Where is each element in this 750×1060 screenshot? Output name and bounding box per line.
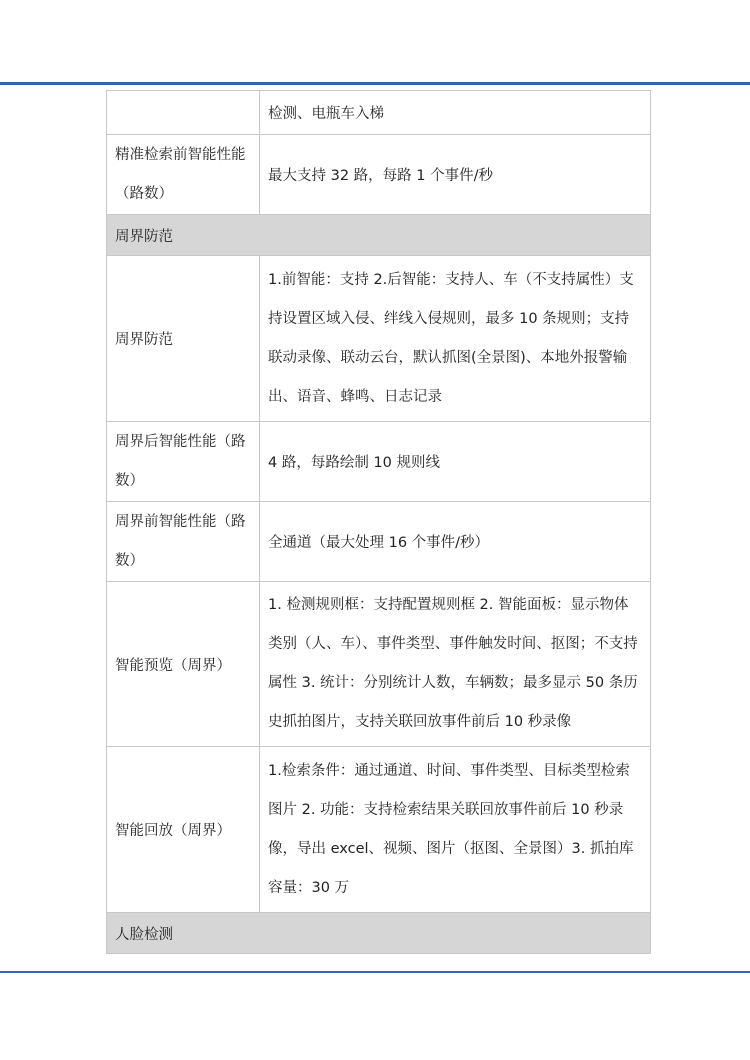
footer-rule <box>0 971 750 973</box>
table-row <box>107 422 651 502</box>
section-title-perimeter: 周界防范 <box>107 215 651 256</box>
row-label: 智能回放（周界） <box>107 747 260 913</box>
row-label: 周界后智能性能（路数） <box>107 422 260 502</box>
table-row <box>107 135 651 215</box>
row-value: 检测、电瓶车入梯 <box>260 91 651 135</box>
row-value: 1.检索条件：通过通道、时间、事件类型、目标类型检索图片 2. 功能：支持检索结果关联回放事件前后 10 秒录像，导出 excel、视频、图片（抠图、全景图）3. 抓拍库容量：30 万 <box>260 747 651 913</box>
row-label: 周界防范 <box>107 256 260 422</box>
row-label: 周界前智能性能（路数） <box>107 502 260 582</box>
table-row <box>107 256 651 422</box>
row-value: 4 路，每路绘制 10 规则线 <box>260 422 651 502</box>
row-label: 精准检索前智能性能（路数） <box>107 135 260 215</box>
table-row <box>107 502 651 582</box>
table-row <box>107 747 651 913</box>
row-value: 全通道（最大处理 16 个事件/秒） <box>260 502 651 582</box>
row-value: 最大支持 32 路，每路 1 个事件/秒 <box>260 135 651 215</box>
row-value: 1. 检测规则框：支持配置规则框 2. 智能面板：显示物体类别（人、车）、事件类型、事件触发时间、抠图；不支持属性 3. 统计：分别统计人数，车辆数；最多显示 50 条历史抓拍图片，支持关联回放事件前后 10 秒录像 <box>260 582 651 747</box>
section-row <box>107 215 651 256</box>
section-row <box>107 913 651 954</box>
spec-table <box>106 90 651 954</box>
table-row <box>107 582 651 747</box>
row-label-empty <box>107 91 260 135</box>
table-row <box>107 91 651 135</box>
header-rule <box>0 82 750 85</box>
row-label: 智能预览（周界） <box>107 582 260 747</box>
row-value: 1.前智能：支持 2.后智能：支持人、车（不支持属性）支持设置区域入侵、绊线入侵规则，最多 10 条规则；支持联动录像、联动云台，默认抓图(全景图)、本地外报警输出、语音、蜂鸣、日志记录 <box>260 256 651 422</box>
section-title-face: 人脸检测 <box>107 913 651 954</box>
